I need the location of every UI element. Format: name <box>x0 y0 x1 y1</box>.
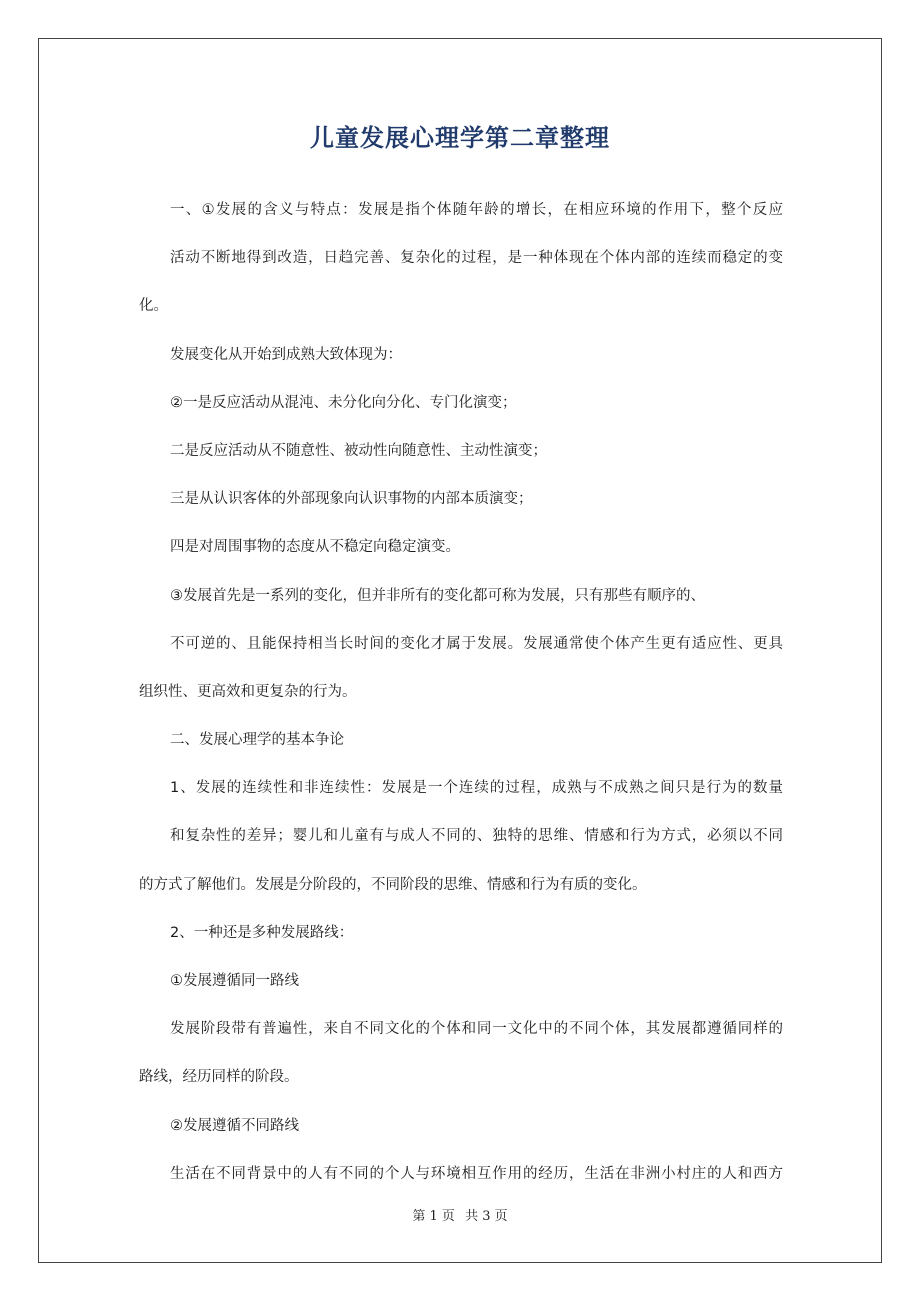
section-heading: 二、发展心理学的基本争论 <box>170 732 344 749</box>
paragraph-line: 发展阶段带有普遍性，来自不同文化的个体和同一文化中的不同个体，其发展都遵循同样的 <box>170 1021 783 1038</box>
paragraph-line: 二是反应活动从不随意性、被动性向随意性、主动性演变； <box>170 442 547 459</box>
paragraph-line: 不可逆的、且能保持相当长时间的变化才属于发展。发展通常使个体产生更有适应性、更具 <box>170 635 783 652</box>
paragraph-line: 发展变化从开始到成熟大致体现为： <box>170 346 402 363</box>
paragraph-line: 三是从认识客体的外部现象向认识事物的内部本质演变； <box>170 491 533 508</box>
page-number: 第 1 页 <box>412 1209 455 1224</box>
paragraph-line: 的方式了解他们。发展是分阶段的，不同阶段的思维、情感和行为有质的变化。 <box>139 876 647 893</box>
paragraph-line: 和复杂性的差异；婴儿和儿童有与成人不同的、独特的思维、情感和行为方式，必须以不同 <box>170 828 783 845</box>
paragraph-line: 1、发展的连续性和非连续性：发展是一个连续的过程，成熟与不成熟之间只是行为的数量 <box>170 780 783 797</box>
paragraph-line: ③发展首先是一系列的变化，但并非所有的变化都可称为发展，只有那些有顺序的、 <box>170 587 705 604</box>
paragraph-line: 生活在不同背景中的人有不同的个人与环境相互作用的经历，生活在非洲小村庄的人和西方 <box>170 1165 783 1182</box>
document-body <box>139 196 783 1208</box>
paragraph-line: 活动不断地得到改造，日趋完善、复杂化的过程，是一种体现在个体内部的连续而稳定的变 <box>170 250 783 267</box>
page-total: 共 3 页 <box>465 1209 508 1224</box>
paragraph-line: 四是对周围事物的态度从不稳定向稳定演变。 <box>170 539 460 556</box>
paragraph-line: ①发展遵循同一路线 <box>170 973 299 989</box>
paragraph-line: 组织性、更高效和更复杂的行为。 <box>139 683 357 700</box>
paragraph-line: 一、①发展的含义与特点：发展是指个体随年龄的增长，在相应环境的作用下，整个反应 <box>170 202 783 218</box>
paragraph-line: ②一是反应活动从混沌、未分化向分化、专门化演变； <box>170 394 517 411</box>
document-title: 儿童发展心理学第二章整理 <box>310 124 610 152</box>
paragraph-line: 路线，经历同样的阶段。 <box>139 1069 299 1086</box>
paragraph-line: ②发展遵循不同路线 <box>170 1117 299 1134</box>
paragraph-line: 化。 <box>139 298 168 315</box>
paragraph-line: 2、一种还是多种发展路线： <box>170 924 354 941</box>
page-footer <box>0 1205 920 1224</box>
